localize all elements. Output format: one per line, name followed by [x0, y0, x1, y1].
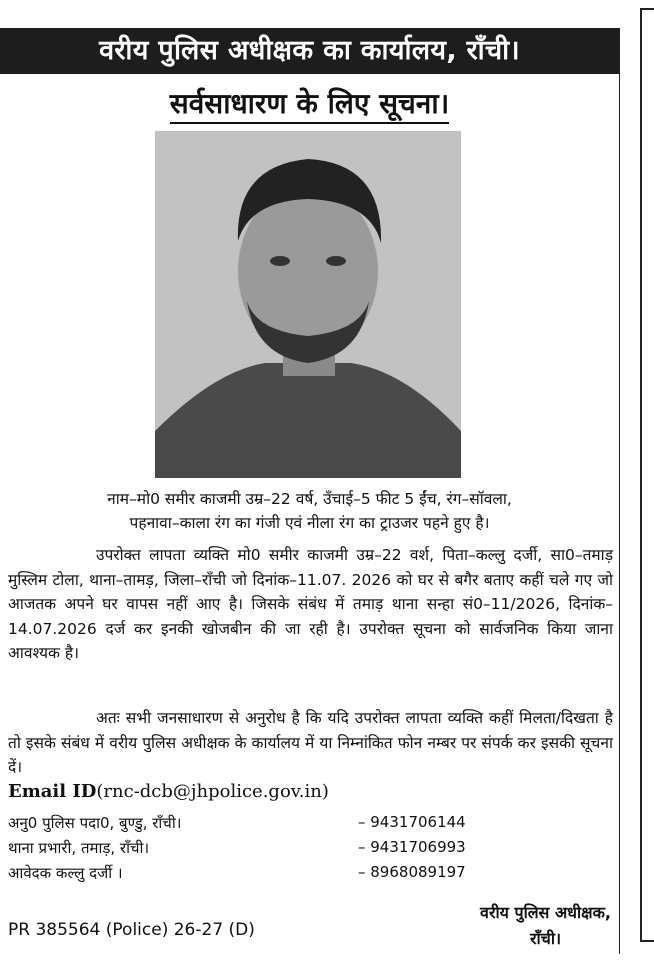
contact-row: [8, 813, 613, 839]
office-title: वरीय पुलिस अधीक्षक का कार्यालय, राँची।: [0, 28, 619, 74]
email-label: Email ID: [8, 781, 97, 802]
adjacent-column-border: [640, 8, 654, 942]
missing-details-paragraph: [8, 543, 613, 666]
person-description: [8, 487, 611, 535]
contact-name: थाना प्रभारी, तमाड़, राँची।: [8, 839, 150, 857]
contact-number[interactable]: – 9431706993: [358, 838, 466, 856]
person-photo-icon: [155, 131, 461, 478]
contact-name: अनु0 पुलिस पदा0, बुण्डु, राँची।: [8, 814, 182, 832]
email-address[interactable]: (rnc-dcb@jhpolice.gov.in): [96, 781, 329, 802]
paragraph-1-text: उपरोक्त लापता व्यक्ति मो0 समीर काजमी उम्र–22 वर्श, पिता–कल्लु दर्जी, सा0–तमाड़ मुस्लिम टोला, थाना–तामड़, जिला–राँची जो दिनांक–11.07. 2026 को घर से बगैर बताए कहीं चले गए जो आजतक अपने घर वापस नहीं आए है। जिसके संबंध में तमाड़ थाना सन्हा सं0–11/2026, दिनांक–14.07.2026 दर्ज कर इनकी खोजबीन की जा रही है। उपरोक्त सूचना को सार्वजनिक किया जाना आवश्यक है।: [8, 546, 613, 662]
pr-number: PR 385564 (Police) 26-27 (D): [8, 920, 255, 940]
public-notice: [0, 28, 620, 954]
signature-line-1: वरीय पुलिस अधीक्षक,: [480, 903, 611, 922]
email-line: [8, 781, 329, 802]
contact-number[interactable]: – 9431706144: [358, 813, 466, 831]
description-line-1: नाम–मो0 समीर काजमी उम्र–22 वर्ष, उँचाई–5 फीट 5 ईंच, रंग–सॉवला,: [107, 490, 512, 508]
contact-row: [8, 838, 613, 864]
signature-block: [480, 900, 611, 952]
contact-name: आवेदक कल्लु दर्जी ।: [8, 864, 123, 882]
contact-number[interactable]: – 8968089197: [358, 863, 466, 881]
signature-line-2: राँची।: [529, 929, 562, 948]
paragraph-2-text: अतः सभी जनसाधारण से अनुरोध है कि यदि उपरोक्त लापता व्यक्ति कहीं मिलता/दिखता है तो इसके संबंध में वरीय पुलिस अधीक्षक के कार्यालय में या निम्नांकित फोन नम्बर पर संपर्क कर इसकी सूचना दें।: [8, 709, 613, 776]
notice-subtitle: [0, 84, 619, 122]
contact-row: [8, 863, 613, 889]
appeal-paragraph: [8, 706, 613, 780]
description-line-2: पहनावा–काला रंग का गंजी एवं नीला रंग का ट्राउजर पहने हुए है।: [129, 514, 490, 532]
notice-subtitle-text: सर्वसाधारण के लिए सूचना।: [170, 87, 449, 124]
person-silhouette: [155, 131, 461, 478]
